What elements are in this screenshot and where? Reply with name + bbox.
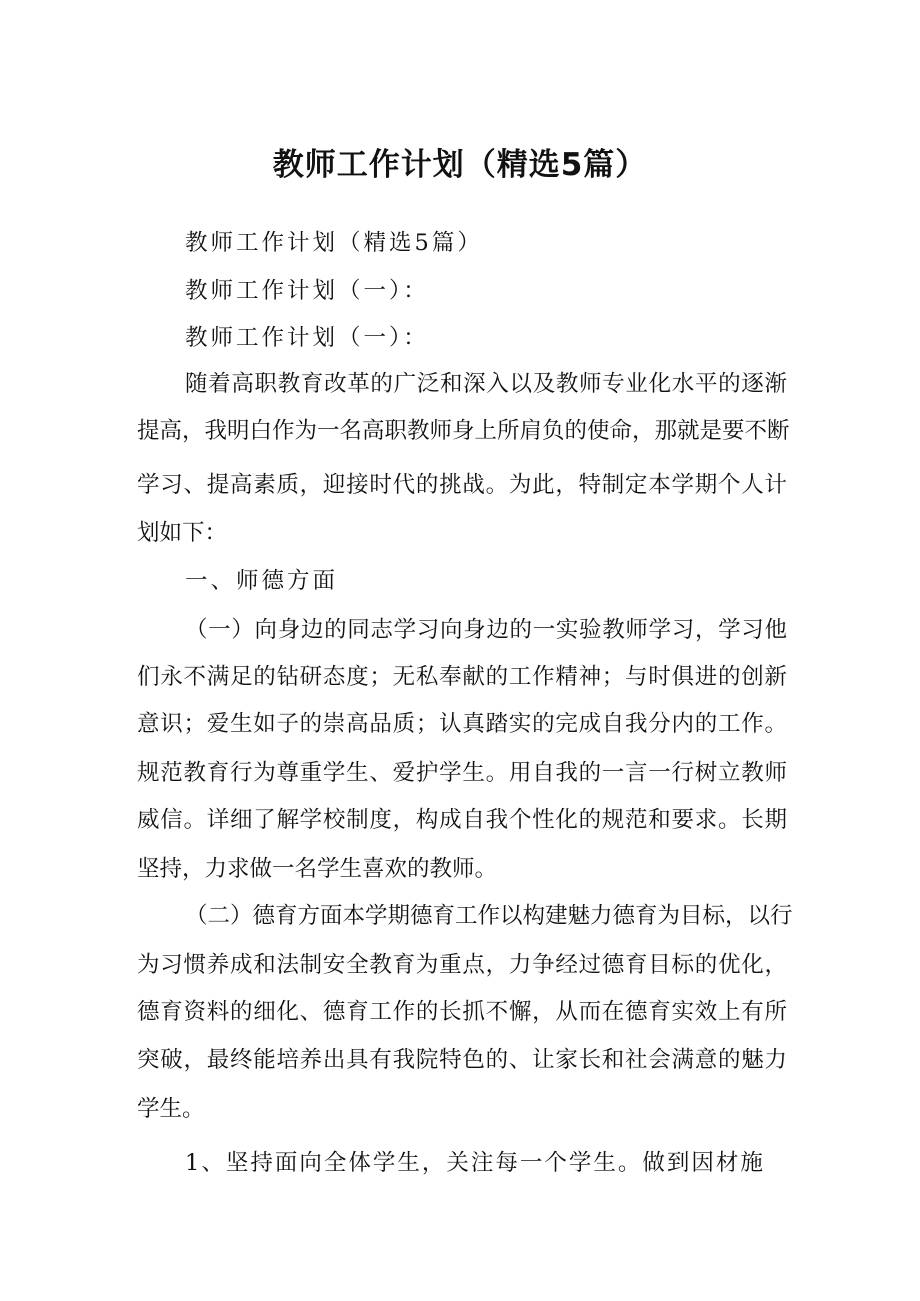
section-heading: 教师工作计划（一）： xyxy=(185,278,429,304)
paragraph-line: 威信。详细了解学校制度，构成自我个性化的规范和要求。长期 xyxy=(137,807,787,833)
paragraph-line: 们永不满足的钻研态度；无私奉献的工作精神；与时俱进的创新 xyxy=(137,664,787,690)
section-heading: 一、师德方面 xyxy=(185,568,339,594)
paragraph-line: 提高，我明白作为一名高职教师身上所肩负的使命，那就是要不断 xyxy=(137,418,790,444)
paragraph-line: 学生。 xyxy=(137,1096,205,1122)
subtitle-line: 教师工作计划（精选5篇） xyxy=(185,230,483,256)
paragraph-line: 划如下： xyxy=(137,520,228,546)
section-heading: 教师工作计划（一）： xyxy=(185,325,429,351)
paragraph-line: 意识；爱生如子的崇高品质；认真踏实的完成自我分内的工作。 xyxy=(137,711,787,737)
paragraph-line: 为习惯养成和法制安全教育为重点，力争经过德育目标的优化， xyxy=(137,952,787,978)
paragraph-line: 规范教育行为尊重学生、爱护学生。用自我的一言一行树立教师 xyxy=(137,760,787,786)
paragraph-line: （一）向身边的同志学习向身边的一实验教师学习，学习他 xyxy=(185,617,787,643)
paragraph-line: 德育资料的细化、德育工作的长抓不懈，从而在德育实效上有所 xyxy=(137,999,787,1025)
paragraph-line: 学习、提高素质，迎接时代的挑战。为此，特制定本学期个人计 xyxy=(137,472,787,498)
paragraph-line: 坚持，力求做一名学生喜欢的教师。 xyxy=(137,856,498,882)
paragraph-line: （二）德育方面本学期德育工作以构建魅力德育为目标，以行 xyxy=(185,903,793,929)
paragraph-line: 随着高职教育改革的广泛和深入以及教师专业化水平的逐渐 xyxy=(185,371,787,397)
list-item: 1、坚持面向全体学生，关注每一个学生。做到因材施 xyxy=(185,1150,765,1176)
paragraph-line: 突破，最终能培养出具有我院特色的、让家长和社会满意的魅力 xyxy=(137,1047,787,1073)
document-title: 教师工作计划（精选5篇） xyxy=(272,147,648,183)
